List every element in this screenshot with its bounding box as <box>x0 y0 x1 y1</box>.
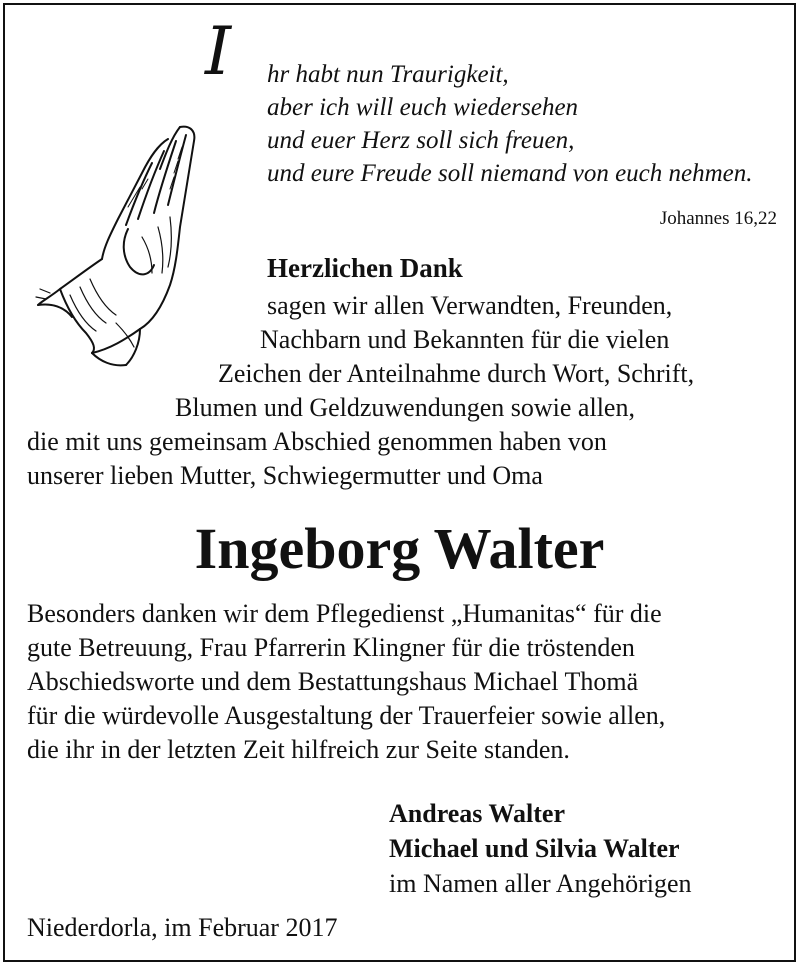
verse-drop-cap: I <box>205 13 232 90</box>
special-thanks-line: Besonders danken wir dem Pflegedienst „Humanitas“ für die <box>27 599 662 628</box>
thanks-line: Zeichen der Anteilnahme durch Wort, Schrift, <box>218 359 695 388</box>
thanks-line: Nachbarn und Bekannten für die vielen <box>260 325 670 354</box>
signatories-note: im Namen aller Angehörigen <box>389 869 692 898</box>
place-date: Niederdorla, im Februar 2017 <box>27 913 338 942</box>
verse-line: und eure Freude soll niemand von euch nehmen. <box>267 160 753 187</box>
signatory-name: Andreas Walter <box>389 799 565 828</box>
special-thanks-line: die ihr in der letzten Zeit hilfreich zur Seite standen. <box>27 735 570 764</box>
verse-line: hr habt nun Traurigkeit, <box>267 61 509 88</box>
verse-source: Johannes 16,22 <box>659 208 777 229</box>
obituary-notice <box>3 3 796 962</box>
praying-hands-icon <box>30 117 235 377</box>
verse-line: aber ich will euch wiedersehen <box>267 94 579 121</box>
special-thanks-line: für die würdevolle Ausgestaltung der Trauerfeier sowie allen, <box>27 701 666 730</box>
special-thanks-line: Abschiedsworte und dem Bestattungshaus Michael Thomä <box>27 667 639 696</box>
deceased-name: Ingeborg Walter <box>194 516 605 581</box>
verse-line: und euer Herz soll sich freuen, <box>267 127 575 154</box>
thanks-heading: Herzlichen Dank <box>267 253 463 283</box>
signatory-name: Michael und Silvia Walter <box>389 834 680 863</box>
thanks-line: die mit uns gemeinsam Abschied genommen haben von <box>27 427 607 456</box>
thanks-line: unserer lieben Mutter, Schwiegermutter und Oma <box>27 461 543 490</box>
thanks-line: sagen wir allen Verwandten, Freunden, <box>267 291 673 320</box>
special-thanks-line: gute Betreuung, Frau Pfarrerin Klingner für die tröstenden <box>27 633 635 662</box>
thanks-line: Blumen und Geldzuwendungen sowie allen, <box>175 393 635 422</box>
